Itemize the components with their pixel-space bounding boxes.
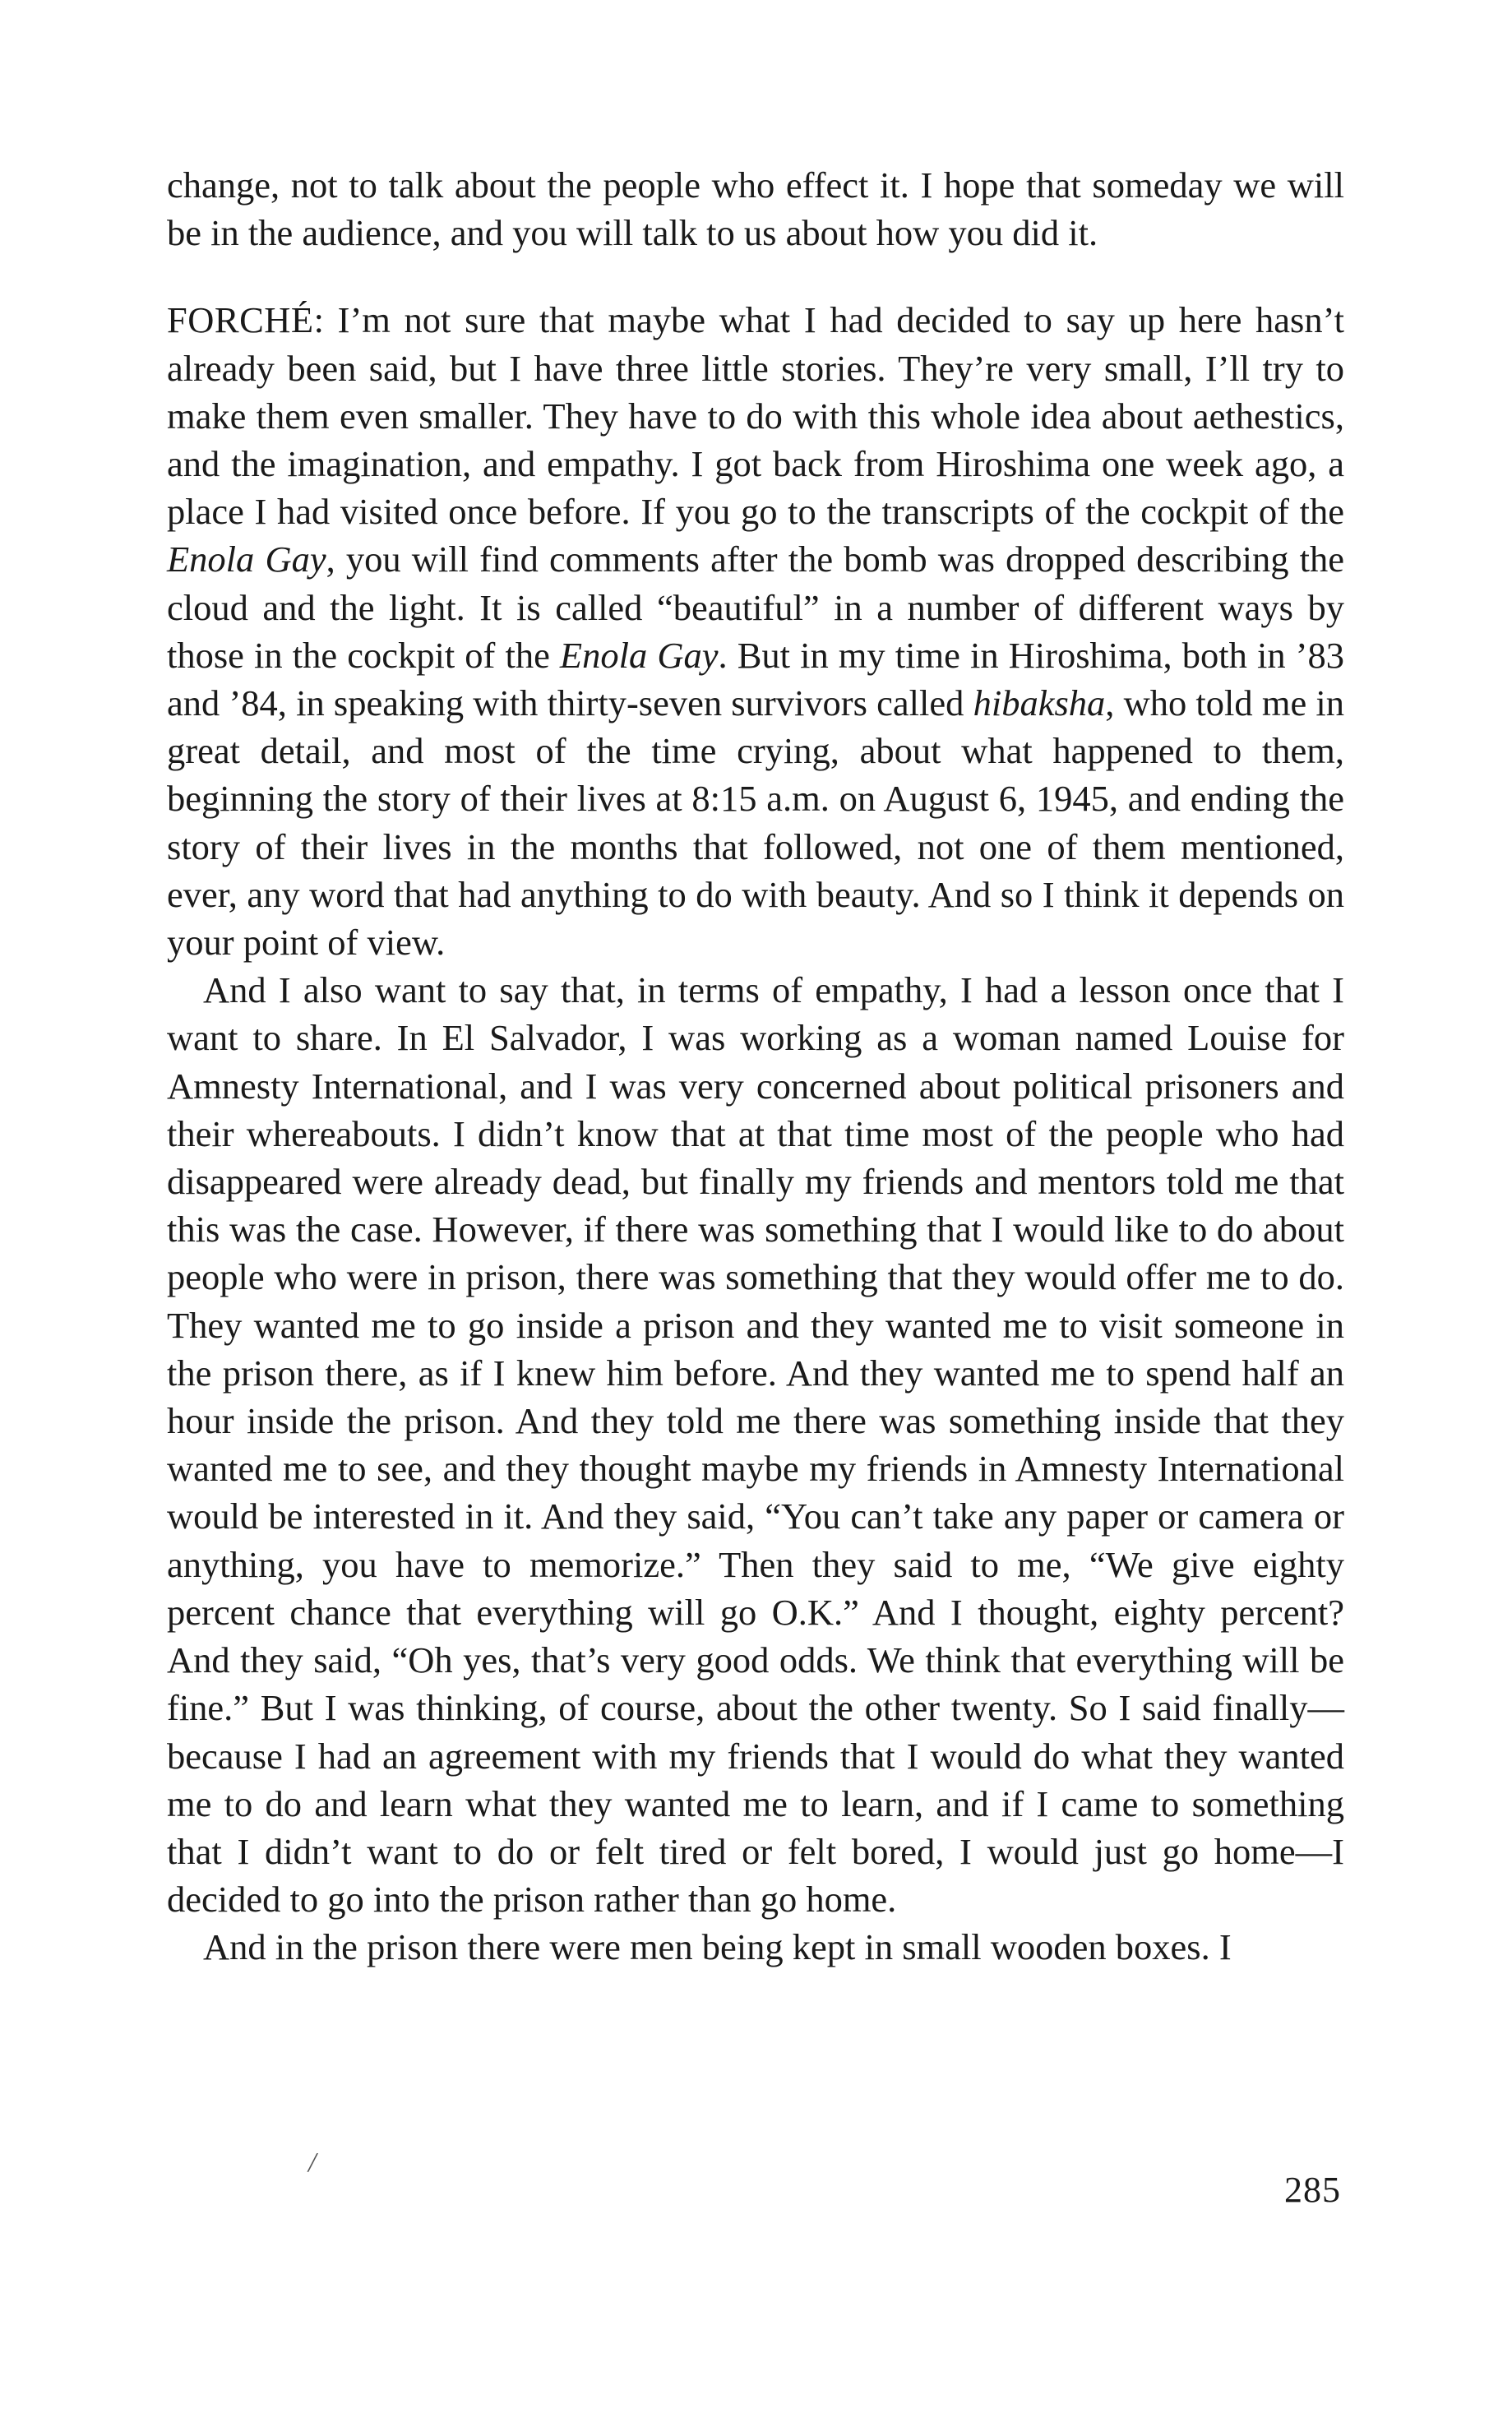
page-body	[167, 161, 1344, 1972]
stray-mark: /	[308, 2147, 317, 2178]
paragraph-2-text-c: . But in my time in Hiroshima, both in ’83 and ’84, in speaking with thirty-seven survivors called	[167, 634, 1345, 724]
paragraph-2-text-d: , who told me in great detail, and most of the time crying, about what happened to them, beginning the story of their lives at 8:15 a.m. on August 6, 1945, and ending the story of their lives in the months that followed, not one of them mentioned, ever, any word that had anything to do with beauty. And so I think it depends on your point of view.	[167, 682, 1345, 964]
italic-title-2: Enola Gay	[559, 634, 719, 676]
page-number: 285	[1284, 2170, 1341, 2210]
paragraph-1: change, not to talk about the people who effect it. I hope that someday we will be in the audience, and you will talk to us about how you did it.	[167, 164, 1344, 254]
paragraph-2-text-b: , you will find comments after the bomb was dropped describing the cloud and the light. It is called “beautiful” in a number of different ways by those in the cockpit of the	[167, 539, 1344, 676]
paragraph-2-text-a: : I’m not sure that maybe what I had decided to say up here hasn’t already been said, but I have three little stories. They’re very small, I’ll try to make them even smaller. They have to do with this whole idea about aethestics, and the imagination, and empathy. I got back from Hiroshima one week ago, a place I had visited once before. If you go to the transcripts of the cockpit of the	[167, 299, 1344, 533]
paragraph-3: And I also want to say that, in terms of empathy, I had a lesson once that I want to share. In El Salvador, I was working as a woman named Louise for Amnesty International, and I was very concerned about political prisoners and their whereabouts. I didn’t know that at that time most of the people who had disappeared were already dead, but finally my friends and mentors told me that this was the case. However, if there was something that I would like to do about people who were in prison, there was something that they would offer me to do. They wanted me to go inside a prison and they wanted me to visit someone in the prison there, as if I knew him before. And they wanted me to spend half an hour inside the prison. And they told me there was something inside that they wanted me to see, and they thought maybe my friends in Amnesty International would be interested in it. And they said, “You can’t take any paper or camera or anything, you have to memorize.” Then they said to me, “We give eighty percent chance that everything will go O.K.” And I thought, eighty percent? And they said, “Oh yes, that’s very good odds. We think that everything will be fine.” But I was thinking, of course, about the other twenty. So I said finally—because I had an agreement with my friends that I would do what they wanted me to do and learn what they wanted me to learn, and if I came to something that I didn’t want to do or felt tired or felt bored, I would just go home—I decided to go into the prison rather than go home.	[167, 969, 1344, 1921]
paragraph-4: And in the prison there were men being kept in small wooden boxes. I	[203, 1926, 1232, 1968]
italic-term: hibaksha	[973, 682, 1106, 724]
italic-title-1: Enola Gay	[167, 539, 326, 580]
speaker-name: FORCHÉ	[167, 299, 314, 341]
paragraph-2	[167, 296, 1344, 966]
